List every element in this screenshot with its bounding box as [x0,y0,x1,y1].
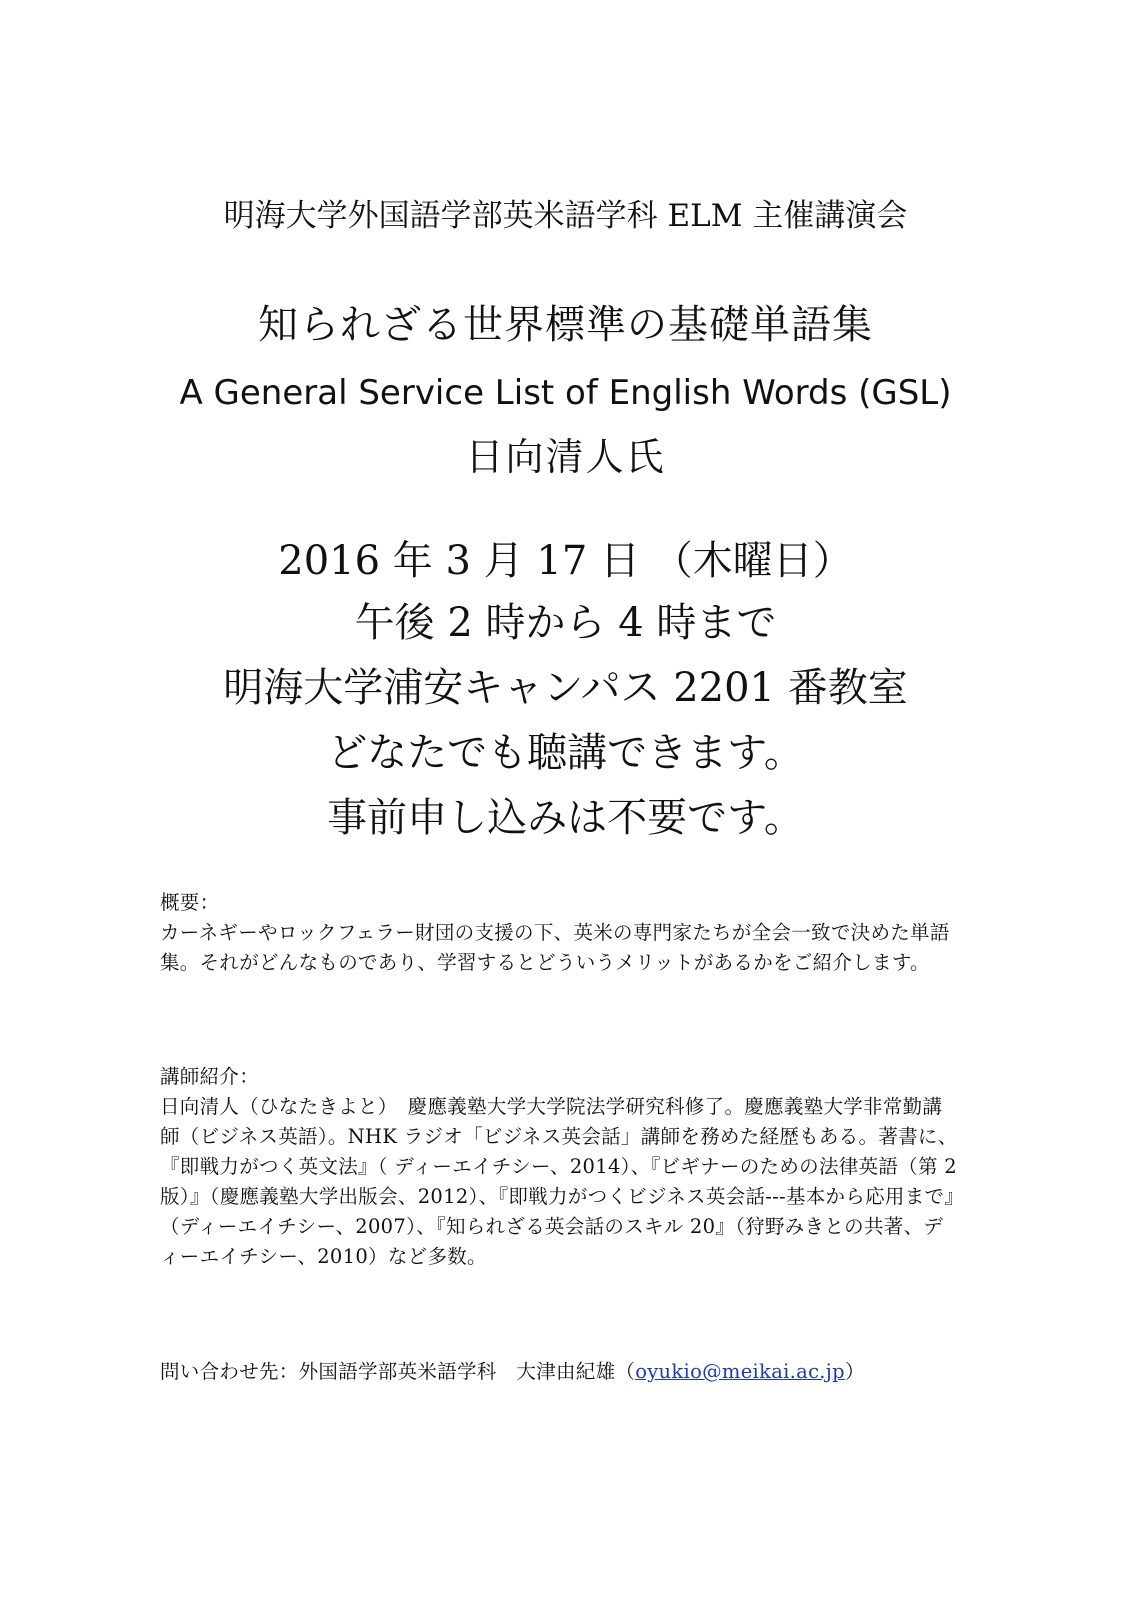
event-date: 2016 年 3 月 17 日 （木曜日） [278,538,853,584]
contact-label: 問い合わせ先：外国語学部英米語学科 大津由紀雄（ [160,1360,636,1383]
speaker-name: 日向清人氏 [465,435,666,479]
lecture-title-english: A General Service List of English Words (GSL) [179,373,952,413]
overview-section [160,888,960,978]
lecturer-text: 日向清人（ひなたきよと） 慶應義塾大学大学院法学研究科修了。慶應義塾大学非常勤講師（ビジネス英語）。NHK ラジオ「ビジネス英会話」講師を務めた経歴もある。著書に、『即戦力がつく英文法』（ ディーエイチシー、2014）、『ビギナーのための法律英語（第 2 版）』（慶應義塾大学出版会、2012）、『即戦力がつくビジネス英会話---基本から応用まで』（ディーエイチシー、2007）、『知られざる英会話のスキル 20』（狩野みきとの共著、ディーエイチシー、2010）など多数。 [160,1095,958,1268]
contact-email-link[interactable]: oyukio@meikai.ac.jp [635,1360,845,1383]
registration-notice: 事前申し込みは不要です。 [327,795,804,841]
lecturer-label: 講師紹介： [160,1065,260,1088]
overview-label: 概要： [160,891,220,914]
lecture-title-japanese: 知られざる世界標準の基礎単語集 [258,302,873,348]
contact-line [160,1357,960,1387]
overview-text: カーネギーやロックフェラー財団の支援の下、英米の専門家たちが全会一致で決めた単語集。それがどんなものであり、学習するとどういうメリットがあるかをご紹介します。 [160,921,950,974]
event-place: 明海大学浦安キャンパス 2201 番教室 [223,665,908,711]
organizer-heading: 明海大学外国語学部英米語学科 ELM 主催講演会 [223,198,908,234]
event-time: 午後 2 時から 4 時まで [354,600,777,646]
contact-close: ） [844,1360,865,1383]
lecturer-section [160,1062,960,1272]
open-notice: どなたでも聴講できます。 [327,730,804,776]
